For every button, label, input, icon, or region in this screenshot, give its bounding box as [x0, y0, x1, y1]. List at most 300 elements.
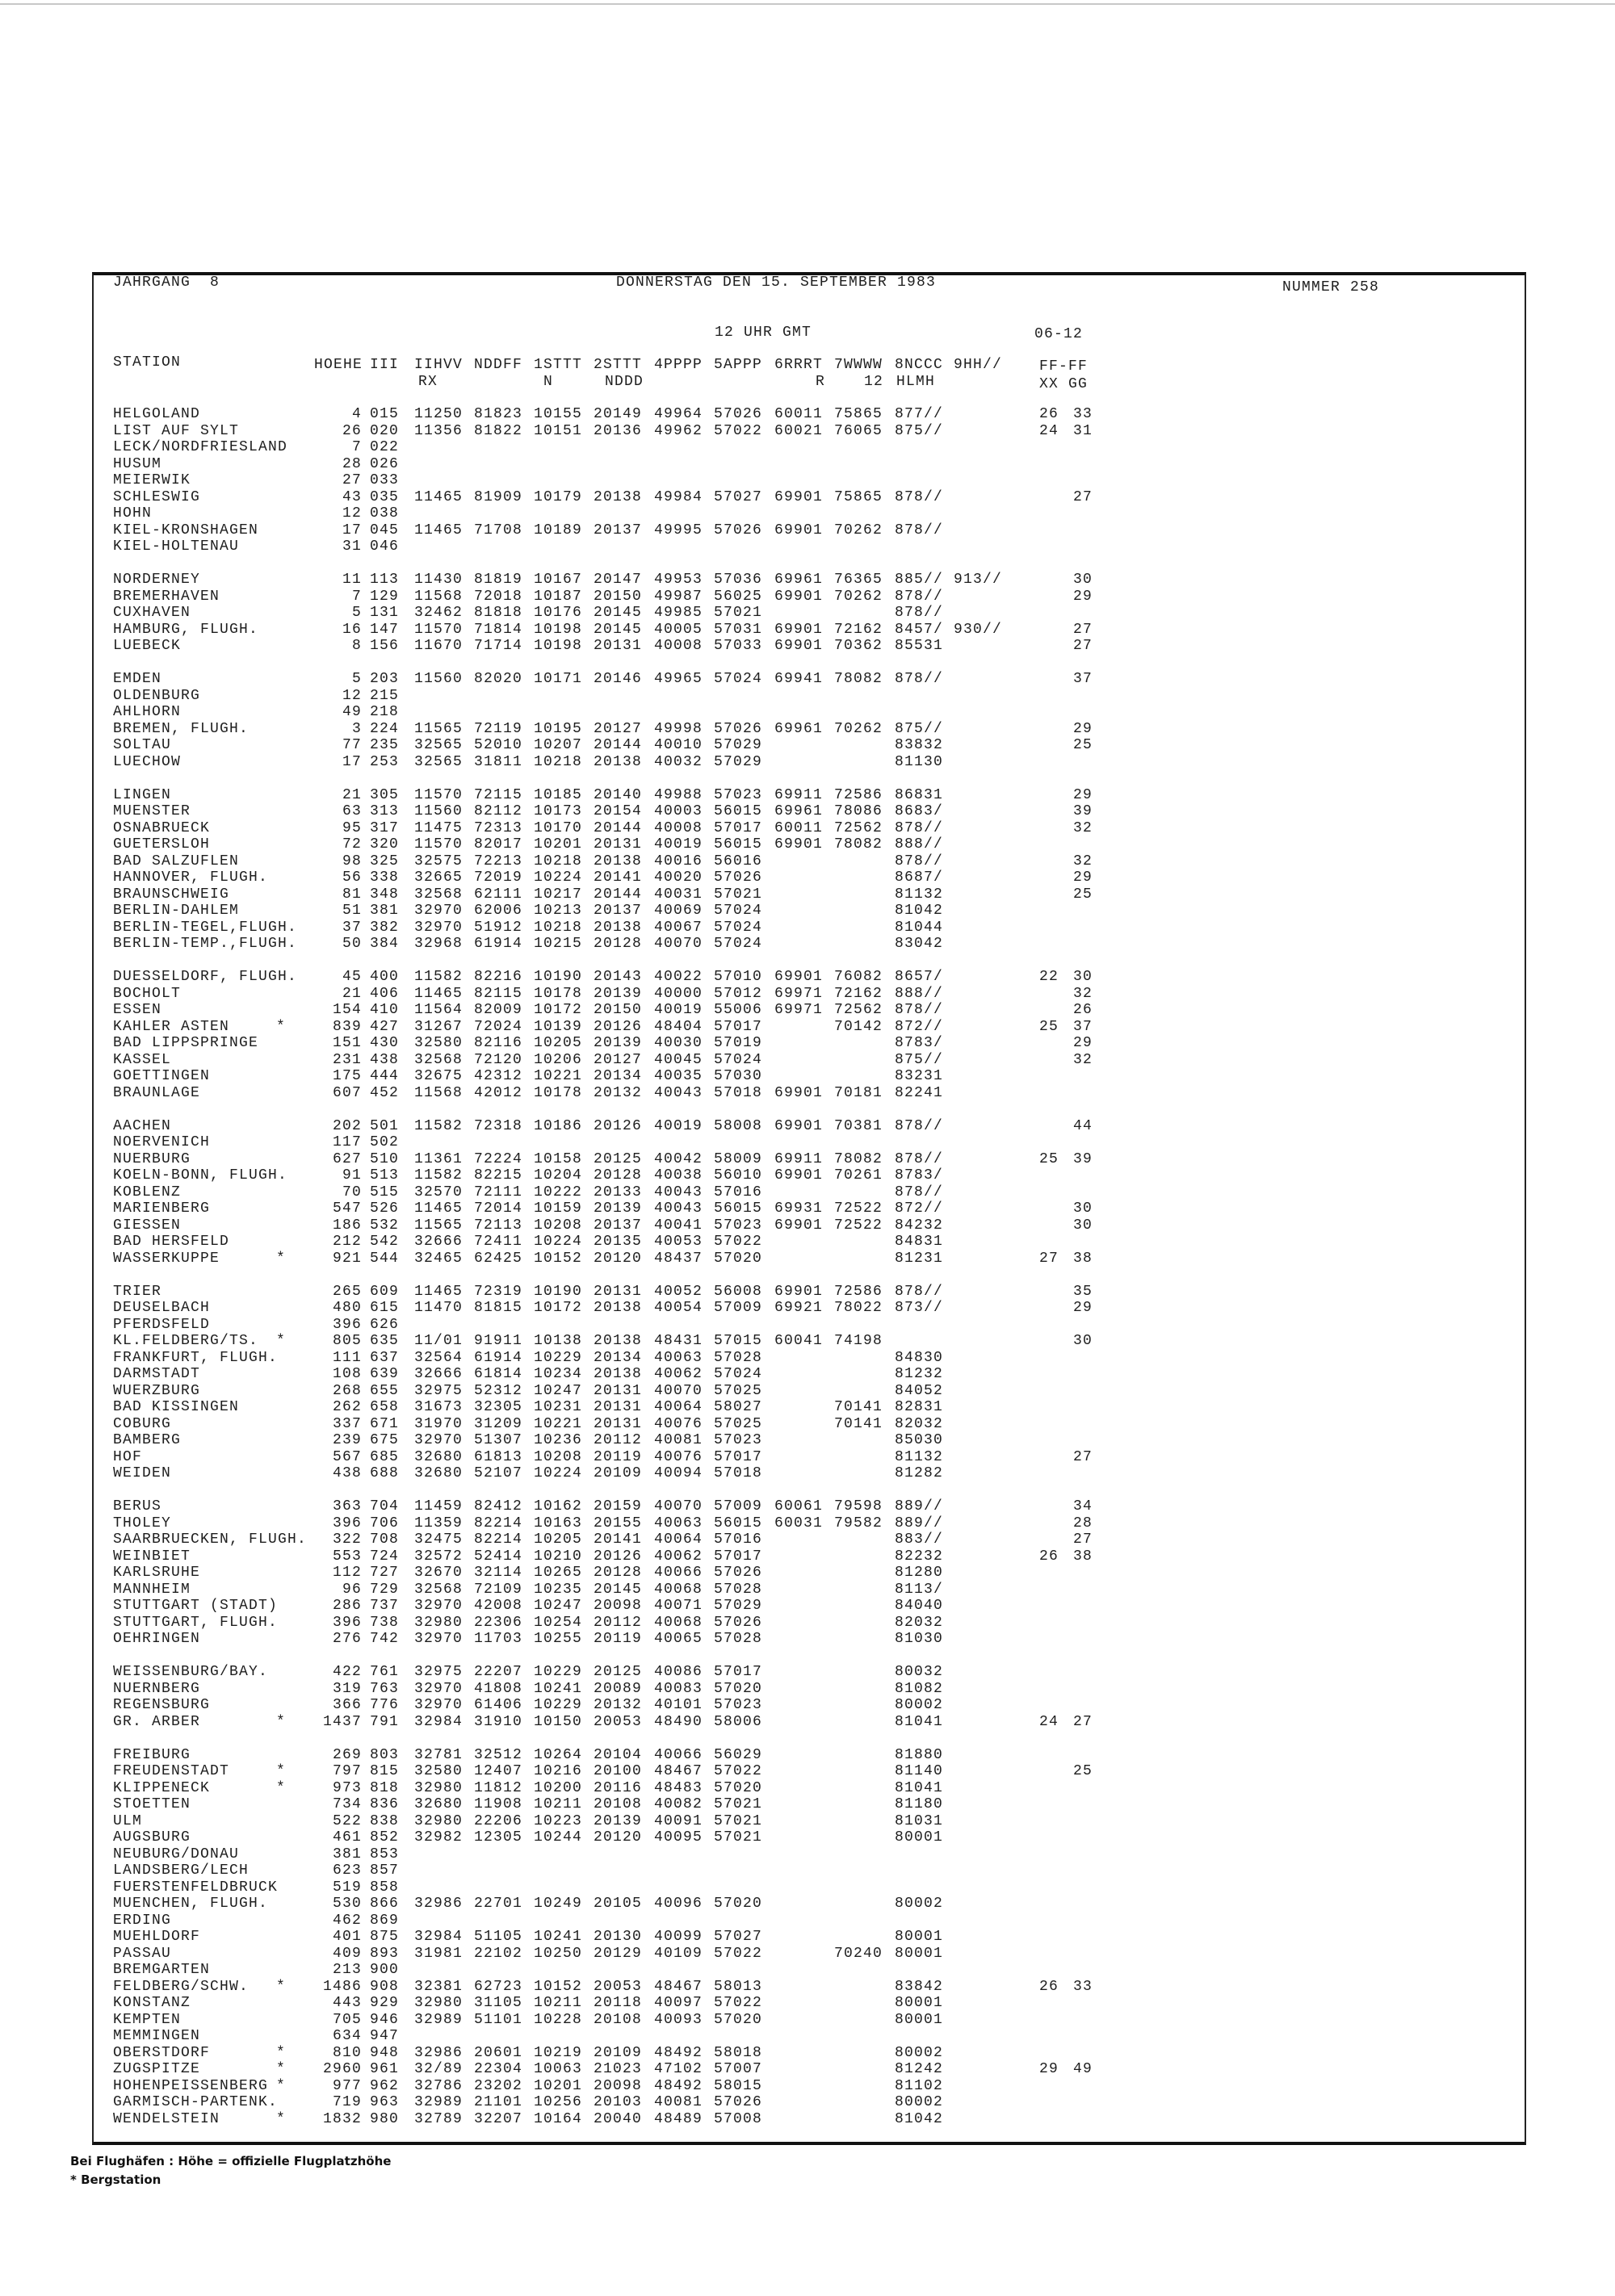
group-5appp: 57026 [714, 2094, 763, 2110]
group-7wwww: 78082 [834, 671, 883, 687]
station-group [0, 1284, 1615, 1482]
group-8nccc: 81231 [895, 1250, 944, 1267]
group-1sttt: 10224 [534, 1234, 583, 1250]
station-id: 675 [370, 1432, 400, 1448]
group-4pppp: 49965 [654, 671, 703, 687]
station-name: BERLIN-DAHLEM [113, 903, 240, 919]
station-height: 734 [332, 1796, 362, 1812]
group-iihvv: 11356 [414, 422, 464, 439]
group-7wwww: 70141 [834, 1415, 883, 1432]
group-4pppp: 40045 [654, 1051, 703, 1068]
group-iihvv: 32986 [414, 2044, 464, 2061]
group-5appp: 57027 [714, 1929, 763, 1945]
group-4pppp: 40064 [654, 1399, 703, 1415]
gust-ff: 25 [1039, 1150, 1059, 1167]
station-height: 154 [332, 1002, 362, 1018]
group-5appp: 58015 [714, 2077, 763, 2094]
station-name: DEUSELBACH [113, 1300, 211, 1316]
station-group [0, 572, 1615, 655]
group-nddff: 91911 [474, 1333, 523, 1349]
col-4pppp: 4PPPP [654, 357, 703, 373]
group-1sttt: 10205 [534, 1531, 583, 1548]
station-id: 325 [370, 853, 400, 869]
station-name: FELDBERG/SCHW. [113, 1978, 250, 1995]
group-4pppp: 40064 [654, 1531, 703, 1548]
group-iihvv: 11465 [414, 1200, 464, 1217]
group-iihvv: 32462 [414, 605, 464, 621]
station-row [0, 1151, 1615, 1168]
group-5appp: 57027 [714, 488, 763, 505]
station-name: BAD HERSFELD [113, 1234, 230, 1250]
group-1sttt: 10219 [534, 2044, 583, 2061]
station-row [0, 589, 1615, 605]
group-4pppp: 48489 [654, 2110, 703, 2127]
station-group [0, 1747, 1615, 2128]
gust-gg: 29 [1073, 1035, 1093, 1051]
group-2sttt: 20138 [594, 1300, 643, 1316]
group-5appp: 57026 [714, 522, 763, 538]
group-nddff: 52312 [474, 1382, 523, 1399]
group-4pppp: 40063 [654, 1349, 703, 1366]
group-2sttt: 20103 [594, 2094, 643, 2110]
group-iihvv: 11/01 [414, 1333, 464, 1349]
group-2sttt: 20144 [594, 886, 643, 903]
station-row [0, 969, 1615, 986]
group-6rrrt: 69911 [774, 786, 824, 803]
station-id: 532 [370, 1217, 400, 1234]
gust-gg: 29 [1073, 786, 1093, 803]
group-2sttt: 20125 [594, 1150, 643, 1167]
group-iihvv: 11250 [414, 406, 464, 422]
station-row [0, 605, 1615, 622]
group-8nccc: 878// [895, 588, 944, 605]
station-id: 544 [370, 1250, 400, 1267]
group-4pppp: 40066 [654, 1746, 703, 1763]
station-id: 706 [370, 1515, 400, 1531]
group-5appp: 56010 [714, 1167, 763, 1184]
group-8nccc: 878// [895, 1283, 944, 1300]
gust-gg: 32 [1073, 819, 1093, 836]
station-id: 452 [370, 1084, 400, 1101]
station-row [0, 1184, 1615, 1201]
station-row [0, 704, 1615, 721]
group-iihvv: 32564 [414, 1349, 464, 1366]
station-height: 262 [332, 1399, 362, 1415]
group-iihvv: 32675 [414, 1068, 464, 1084]
gust-gg: 30 [1073, 1200, 1093, 1217]
group-5appp: 57028 [714, 1631, 763, 1647]
group-2sttt: 20105 [594, 1896, 643, 1912]
group-iihvv: 32666 [414, 1234, 464, 1250]
station-height: 31 [342, 538, 362, 555]
group-8nccc: 80001 [895, 1929, 944, 1945]
group-5appp: 57018 [714, 1084, 763, 1101]
station-height: 396 [332, 1515, 362, 1531]
station-id: 035 [370, 488, 400, 505]
group-5appp: 57021 [714, 1812, 763, 1829]
group-7wwww: 78082 [834, 836, 883, 853]
group-7wwww: 75865 [834, 488, 883, 505]
group-2sttt: 20109 [594, 1465, 643, 1481]
group-1sttt: 10162 [534, 1498, 583, 1515]
group-5appp: 57029 [714, 1598, 763, 1614]
group-nddff: 32207 [474, 2110, 523, 2127]
group-8nccc: 872// [895, 1200, 944, 1217]
group-iihvv: 11361 [414, 1150, 464, 1167]
station-id: 348 [370, 886, 400, 903]
group-nddff: 41808 [474, 1680, 523, 1697]
station-height: 462 [332, 1912, 362, 1929]
station-height: 12 [342, 505, 362, 522]
group-4pppp: 40070 [654, 1382, 703, 1399]
station-row [0, 1085, 1615, 1102]
group-2sttt: 20129 [594, 1945, 643, 1962]
group-8nccc: 81042 [895, 2110, 944, 2127]
group-2sttt: 20108 [594, 1796, 643, 1812]
group-1sttt: 10249 [534, 1896, 583, 1912]
station-height: 396 [332, 1316, 362, 1333]
group-8nccc: 84232 [895, 1217, 944, 1234]
group-2sttt: 20104 [594, 1746, 643, 1763]
station-id: 317 [370, 819, 400, 836]
station-row [0, 2061, 1615, 2078]
station-name: DARMSTADT [113, 1366, 201, 1382]
group-2sttt: 20053 [594, 1978, 643, 1995]
group-2sttt: 21023 [594, 2061, 643, 2077]
group-8nccc: 878// [895, 522, 944, 538]
group-iihvv: 11570 [414, 836, 464, 853]
col-8nccc: 8NCCC [895, 357, 944, 373]
group-8nccc: 872// [895, 1018, 944, 1035]
station-id: 635 [370, 1333, 400, 1349]
station-height: 21 [342, 786, 362, 803]
group-8nccc: 80001 [895, 1995, 944, 2011]
station-name: FREUDENSTADT [113, 1763, 230, 1779]
station-row [0, 572, 1615, 589]
station-name: KASSEL [113, 1051, 172, 1068]
station-height: 11 [342, 572, 362, 588]
group-7wwww: 70262 [834, 720, 883, 737]
group-iihvv: 11568 [414, 1084, 464, 1101]
mountain-marker: * [276, 1779, 287, 1796]
station-name: PFERDSFELD [113, 1316, 211, 1333]
station-height: 973 [332, 1779, 362, 1796]
group-1sttt: 10256 [534, 2094, 583, 2110]
group-iihvv: 32970 [414, 1697, 464, 1713]
group-4pppp: 40081 [654, 1432, 703, 1448]
group-6rrrt: 69941 [774, 671, 824, 687]
group-4pppp: 40069 [654, 903, 703, 919]
station-id: 156 [370, 638, 400, 654]
station-height: 1437 [322, 1713, 362, 1730]
group-1sttt: 10186 [534, 1117, 583, 1134]
group-iihvv: 11670 [414, 638, 464, 654]
group-nddff: 82116 [474, 1035, 523, 1051]
station-name: WEINBIET [113, 1548, 191, 1565]
group-4pppp: 49988 [654, 786, 703, 803]
group-5appp: 57007 [714, 2061, 763, 2077]
station-id: 948 [370, 2044, 400, 2061]
group-1sttt: 10190 [534, 969, 583, 985]
station-id: 046 [370, 538, 400, 555]
group-1sttt: 10063 [534, 2061, 583, 2077]
group-5appp: 58008 [714, 1117, 763, 1134]
group-4pppp: 40019 [654, 1117, 703, 1134]
group-5appp: 57021 [714, 886, 763, 903]
group-4pppp: 40068 [654, 1581, 703, 1598]
gust-gg: 27 [1073, 1448, 1093, 1465]
station-name: MEMMINGEN [113, 2028, 201, 2044]
group-1sttt: 10205 [534, 1035, 583, 1051]
group-7wwww: 79582 [834, 1515, 883, 1531]
col-ff-sub: XX GG [1039, 376, 1089, 392]
station-row [0, 1598, 1615, 1615]
group-6rrrt: 60031 [774, 1515, 824, 1531]
group-nddff: 82009 [474, 1002, 523, 1018]
group-8nccc: 878// [895, 819, 944, 836]
station-row [0, 920, 1615, 936]
station-height: 401 [332, 1929, 362, 1945]
group-8nccc: 84052 [895, 1382, 944, 1399]
group-8nccc: 80002 [895, 2094, 944, 2110]
group-nddff: 61814 [474, 1366, 523, 1382]
group-8nccc: 80001 [895, 1829, 944, 1846]
station-name: BRAUNSCHWEIG [113, 886, 230, 903]
group-iihvv: 32989 [414, 2094, 464, 2110]
station-id: 515 [370, 1184, 400, 1200]
group-2sttt: 20127 [594, 1051, 643, 1068]
station-row [0, 522, 1615, 539]
station-height: 363 [332, 1498, 362, 1515]
group-nddff: 22207 [474, 1664, 523, 1680]
col-iihvv-sub: RX [418, 374, 438, 390]
station-height: 623 [332, 1862, 362, 1879]
group-nddff: 81815 [474, 1300, 523, 1316]
group-4pppp: 40096 [654, 1896, 703, 1912]
station-height: 12 [342, 687, 362, 704]
group-6rrrt: 69901 [774, 588, 824, 605]
group-1sttt: 10201 [534, 2077, 583, 2094]
group-8nccc: 81042 [895, 903, 944, 919]
group-2sttt: 20145 [594, 621, 643, 638]
gust-ff: 27 [1039, 1250, 1059, 1267]
station-row [0, 2111, 1615, 2128]
group-9hh: 913// [954, 572, 1003, 588]
group-8nccc: 83842 [895, 1978, 944, 1995]
gust-ff: 26 [1039, 1548, 1059, 1565]
station-row [0, 986, 1615, 1003]
group-4pppp: 40109 [654, 1945, 703, 1962]
station-row [0, 1019, 1615, 1036]
group-nddff: 72111 [474, 1184, 523, 1200]
group-4pppp: 48492 [654, 2044, 703, 2061]
group-nddff: 22102 [474, 1945, 523, 1962]
group-8nccc: 8457/ [895, 621, 944, 638]
gust-ff: 24 [1039, 1713, 1059, 1730]
station-id: 427 [370, 1018, 400, 1035]
group-5appp: 57021 [714, 605, 763, 621]
group-iihvv: 32781 [414, 1746, 464, 1763]
station-row [0, 1664, 1615, 1681]
group-8nccc: 82032 [895, 1415, 944, 1432]
group-2sttt: 20109 [594, 2044, 643, 2061]
group-1sttt: 10139 [534, 1018, 583, 1035]
group-1sttt: 10207 [534, 737, 583, 753]
group-iihvv: 31981 [414, 1945, 464, 1962]
station-name: LANDSBERG/LECH [113, 1862, 250, 1879]
station-id: 853 [370, 1846, 400, 1862]
group-2sttt: 20126 [594, 1117, 643, 1134]
group-5appp: 58018 [714, 2044, 763, 2061]
group-4pppp: 40016 [654, 853, 703, 869]
group-8nccc: 81041 [895, 1779, 944, 1796]
group-8nccc: 82032 [895, 1614, 944, 1631]
group-8nccc: 81282 [895, 1465, 944, 1481]
group-5appp: 55006 [714, 1002, 763, 1018]
station-id: 381 [370, 903, 400, 919]
group-iihvv: 11570 [414, 786, 464, 803]
group-1sttt: 10171 [534, 671, 583, 687]
station-name: MUENSTER [113, 803, 191, 819]
group-8nccc: 83231 [895, 1068, 944, 1084]
station-height: 409 [332, 1945, 362, 1962]
group-4pppp: 40043 [654, 1084, 703, 1101]
group-1sttt: 10211 [534, 1796, 583, 1812]
group-1sttt: 10159 [534, 1200, 583, 1217]
station-name: STUTTGART, FLUGH. [113, 1614, 279, 1631]
group-iihvv: 32580 [414, 1035, 464, 1051]
group-2sttt: 20149 [594, 406, 643, 422]
station-name: KARLSRUHE [113, 1565, 201, 1581]
group-iihvv: 32575 [414, 853, 464, 869]
group-4pppp: 40008 [654, 819, 703, 836]
station-height: 7 [351, 439, 362, 455]
group-2sttt: 20138 [594, 1366, 643, 1382]
station-row [0, 2094, 1615, 2111]
group-8nccc: 81044 [895, 919, 944, 936]
gust-gg: 27 [1073, 621, 1093, 638]
group-1sttt: 10170 [534, 819, 583, 836]
station-height: 27 [342, 472, 362, 488]
mountain-marker: * [276, 2077, 287, 2094]
station-row [0, 836, 1615, 853]
station-name: ESSEN [113, 1002, 162, 1018]
group-4pppp: 40068 [654, 1614, 703, 1631]
group-nddff: 72313 [474, 819, 523, 836]
group-nddff: 72224 [474, 1150, 523, 1167]
station-name: DUESSELDORF, FLUGH. [113, 969, 298, 985]
group-2sttt: 20137 [594, 522, 643, 538]
station-row [0, 1862, 1615, 1879]
group-iihvv: 11565 [414, 1217, 464, 1234]
group-2sttt: 20130 [594, 1929, 643, 1945]
group-2sttt: 20144 [594, 819, 643, 836]
group-8nccc: 878// [895, 605, 944, 621]
group-iihvv: 32568 [414, 1051, 464, 1068]
col-5appp: 5APPP [714, 357, 763, 373]
station-row [0, 1631, 1615, 1648]
station-row [0, 1879, 1615, 1896]
group-1sttt: 10213 [534, 903, 583, 919]
group-2sttt: 20137 [594, 903, 643, 919]
station-name: WASSERKUPPE [113, 1250, 220, 1267]
group-7wwww: 74198 [834, 1333, 883, 1349]
group-1sttt: 10190 [534, 1283, 583, 1300]
gust-gg: 32 [1073, 1051, 1093, 1068]
station-height: 607 [332, 1084, 362, 1101]
group-nddff: 72318 [474, 1117, 523, 1134]
group-6rrrt: 69901 [774, 1283, 824, 1300]
station-height: 77 [342, 737, 362, 753]
station-name: MUEHLDORF [113, 1929, 201, 1945]
station-name: GUETERSLOH [113, 836, 211, 853]
station-id: 685 [370, 1448, 400, 1465]
group-1sttt: 10151 [534, 422, 583, 439]
gust-gg: 38 [1073, 1548, 1093, 1565]
group-iihvv: 11475 [414, 819, 464, 836]
group-iihvv: 32980 [414, 1614, 464, 1631]
group-2sttt: 20134 [594, 1068, 643, 1084]
group-nddff: 81822 [474, 422, 523, 439]
group-1sttt: 10234 [534, 1366, 583, 1382]
group-nddff: 11812 [474, 1779, 523, 1796]
group-7wwww: 72586 [834, 1283, 883, 1300]
group-5appp: 57018 [714, 1465, 763, 1481]
station-row [0, 1035, 1615, 1052]
group-1sttt: 10254 [534, 1614, 583, 1631]
station-id: 444 [370, 1068, 400, 1084]
group-8nccc: 8657/ [895, 969, 944, 985]
group-4pppp: 40081 [654, 2094, 703, 2110]
station-name: KOELN-BONN, FLUGH. [113, 1167, 288, 1184]
station-row [0, 1979, 1615, 1996]
group-1sttt: 10150 [534, 1713, 583, 1730]
group-1sttt: 10178 [534, 985, 583, 1002]
gust-gg: 33 [1073, 406, 1093, 422]
group-5appp: 57009 [714, 1300, 763, 1316]
group-2sttt: 20139 [594, 1200, 643, 1217]
group-5appp: 57028 [714, 1581, 763, 1598]
station-name: FRANKFURT, FLUGH. [113, 1349, 279, 1366]
group-nddff: 21101 [474, 2094, 523, 2110]
group-1sttt: 10172 [534, 1300, 583, 1316]
group-1sttt: 10189 [534, 522, 583, 538]
group-2sttt: 20128 [594, 1565, 643, 1581]
group-9hh: 930// [954, 621, 1003, 638]
col-7wwww-sub: 12 [864, 374, 884, 390]
group-iihvv: 11359 [414, 1515, 464, 1531]
gust-gg: 49 [1073, 2061, 1093, 2077]
group-1sttt: 10222 [534, 1184, 583, 1200]
station-height: 805 [332, 1333, 362, 1349]
group-2sttt: 20137 [594, 1217, 643, 1234]
group-7wwww: 76065 [834, 422, 883, 439]
group-8nccc: 80032 [895, 1664, 944, 1680]
station-height: 4 [351, 406, 362, 422]
group-iihvv: 32975 [414, 1664, 464, 1680]
group-1sttt: 10172 [534, 1002, 583, 1018]
group-1sttt: 10201 [534, 836, 583, 853]
group-nddff: 81819 [474, 572, 523, 588]
group-4pppp: 40043 [654, 1200, 703, 1217]
group-4pppp: 40005 [654, 621, 703, 638]
station-row [0, 1068, 1615, 1085]
group-nddff: 31811 [474, 753, 523, 770]
gust-ff: 26 [1039, 406, 1059, 422]
station-row [0, 903, 1615, 920]
group-4pppp: 40066 [654, 1565, 703, 1581]
group-iihvv: 32970 [414, 1432, 464, 1448]
